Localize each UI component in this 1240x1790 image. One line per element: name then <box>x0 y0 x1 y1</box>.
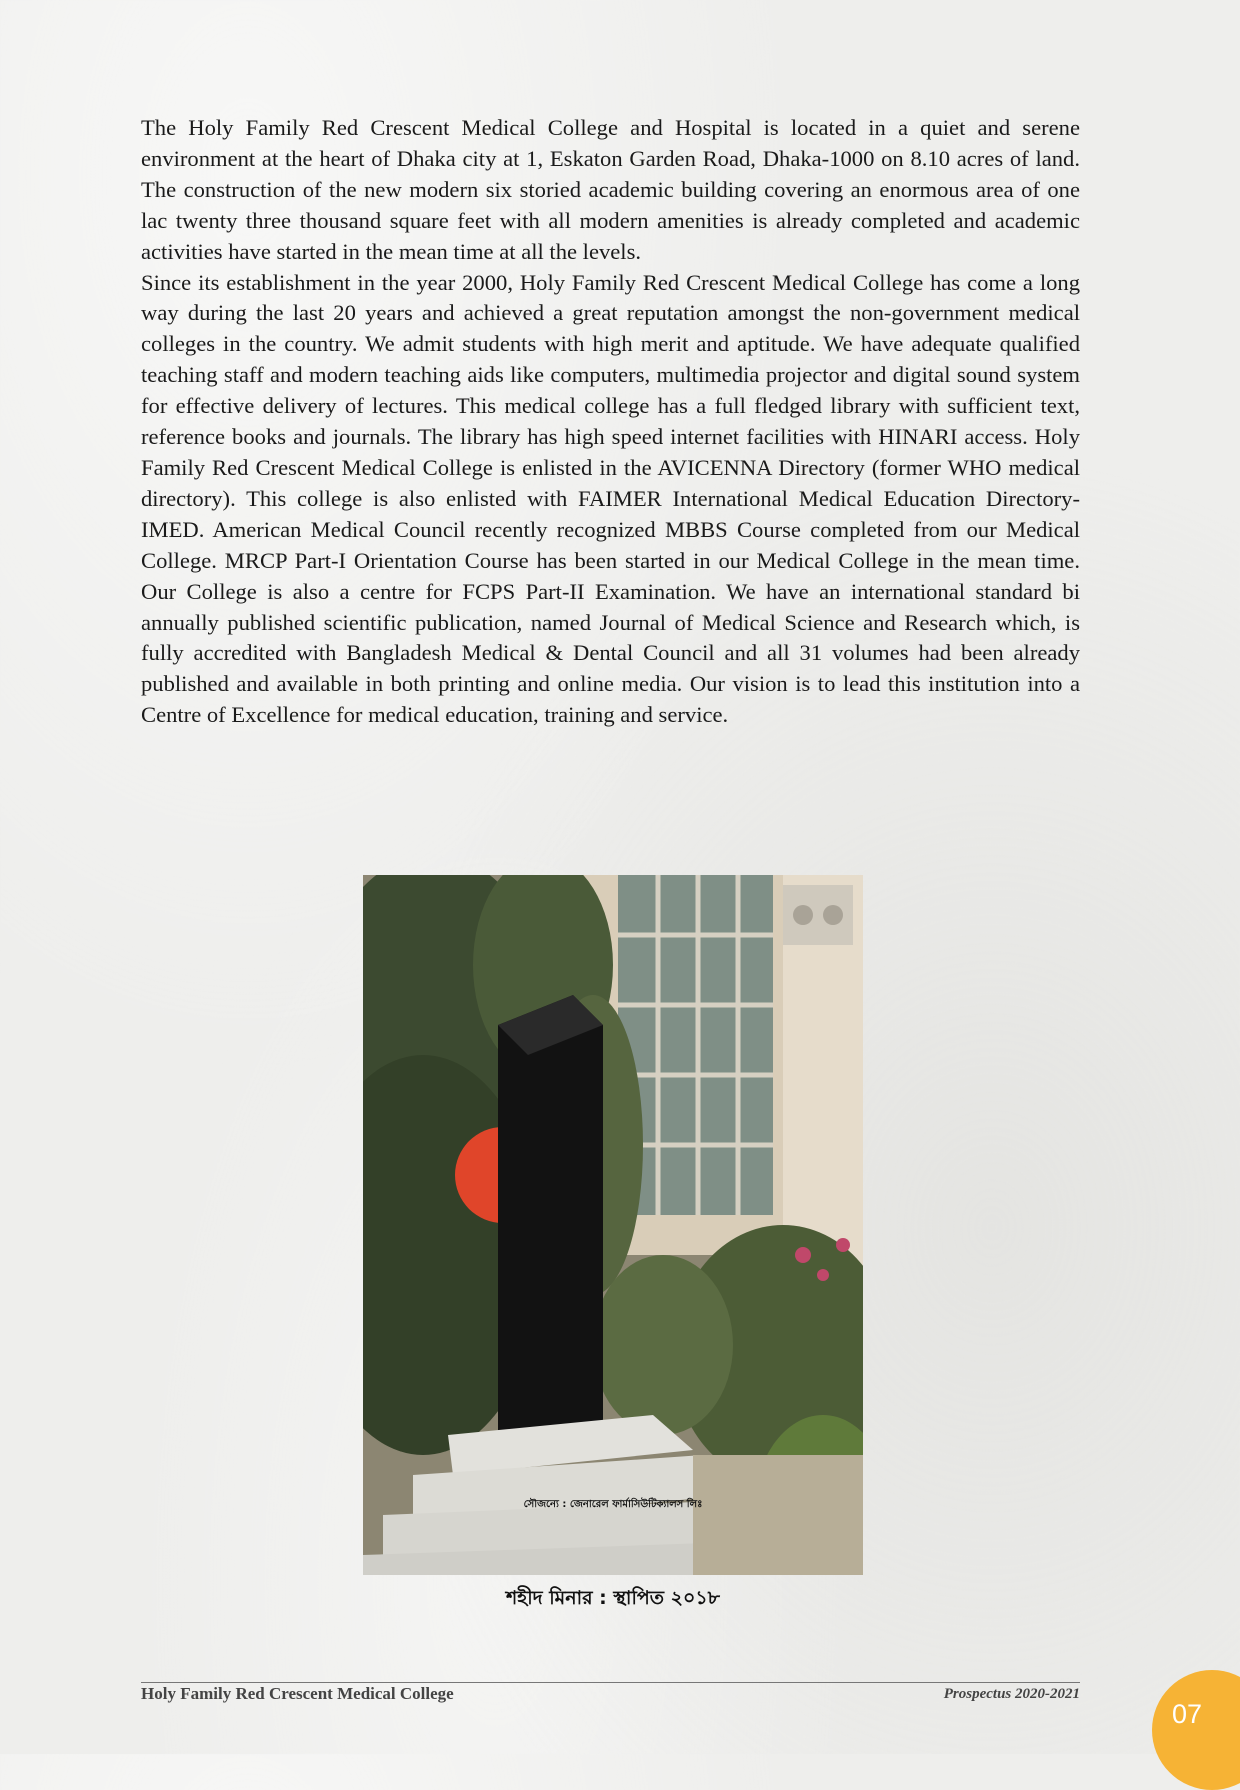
shaheed-minar-photo <box>363 875 863 1575</box>
page-number: 07 <box>1172 1699 1203 1729</box>
body-text <box>141 113 1080 731</box>
figure-caption: শহীদ মিনার : স্থাপিত ২০১৮ <box>505 1587 721 1609</box>
page-number-badge <box>1152 1670 1240 1790</box>
footer-college-name: Holy Family Red Crescent Medical College <box>141 1684 454 1703</box>
footer-divider <box>141 1682 1080 1683</box>
photo-credit: সৌজন্যে : জেনারেল ফার্মাসিউটিক্যালস লিঃ <box>523 1499 703 1510</box>
paragraph-2: Since its establishment in the year 2000, Holy Family Red Crescent Medical College has come a long way during the last 20 years and achieved a great reputation amongst the non-government medical colleges in the country. We admit students with high merit and aptitude. We have adequate qualified teaching staff and modern teaching aids like computers, multimedia projector and digital sound system for effective delivery of lectures. This medical college has a full fledged library with sufficient text, reference books and journals. The library has high speed internet facilities with HINARI access. Holy Family Red Crescent Medical College is enlisted in the AVICENNA Directory (former WHO medical directory). This college is also enlisted with FAIMER International Medical Education Directory-IMED. American Medical Council recently recognized MBBS Course completed from our Medical College. MRCP Part-I Orientation Course has been started in our Medical College in the mean time. Our College is also a centre for FCPS Part-II Examination. We have an international standard bi annually published scientific publication, named Journal of Medical Science and Research which, is fully accredited with Bangladesh Medical & Dental Council and all 31 volumes had been already published and available in both printing and online media. Our vision is to lead this institution into a Centre of Excellence for medical education, training and service. <box>141 269 1080 728</box>
footer-prospectus: Prospectus 2020-2021 <box>943 1686 1080 1702</box>
paragraph-1: The Holy Family Red Crescent Medical College and Hospital is located in a quiet and serene environment at the heart of Dhaka city at 1, Eskaton Garden Road, Dhaka-1000 on 8.10 acres of land. The construction of the new modern six storied academic building covering an enormous area of one lac twenty three thousand square feet with all modern amenities is already completed and academic activities have started in the mean time at all the levels. <box>141 115 1080 264</box>
shaheed-minar-illustration <box>363 875 863 1575</box>
